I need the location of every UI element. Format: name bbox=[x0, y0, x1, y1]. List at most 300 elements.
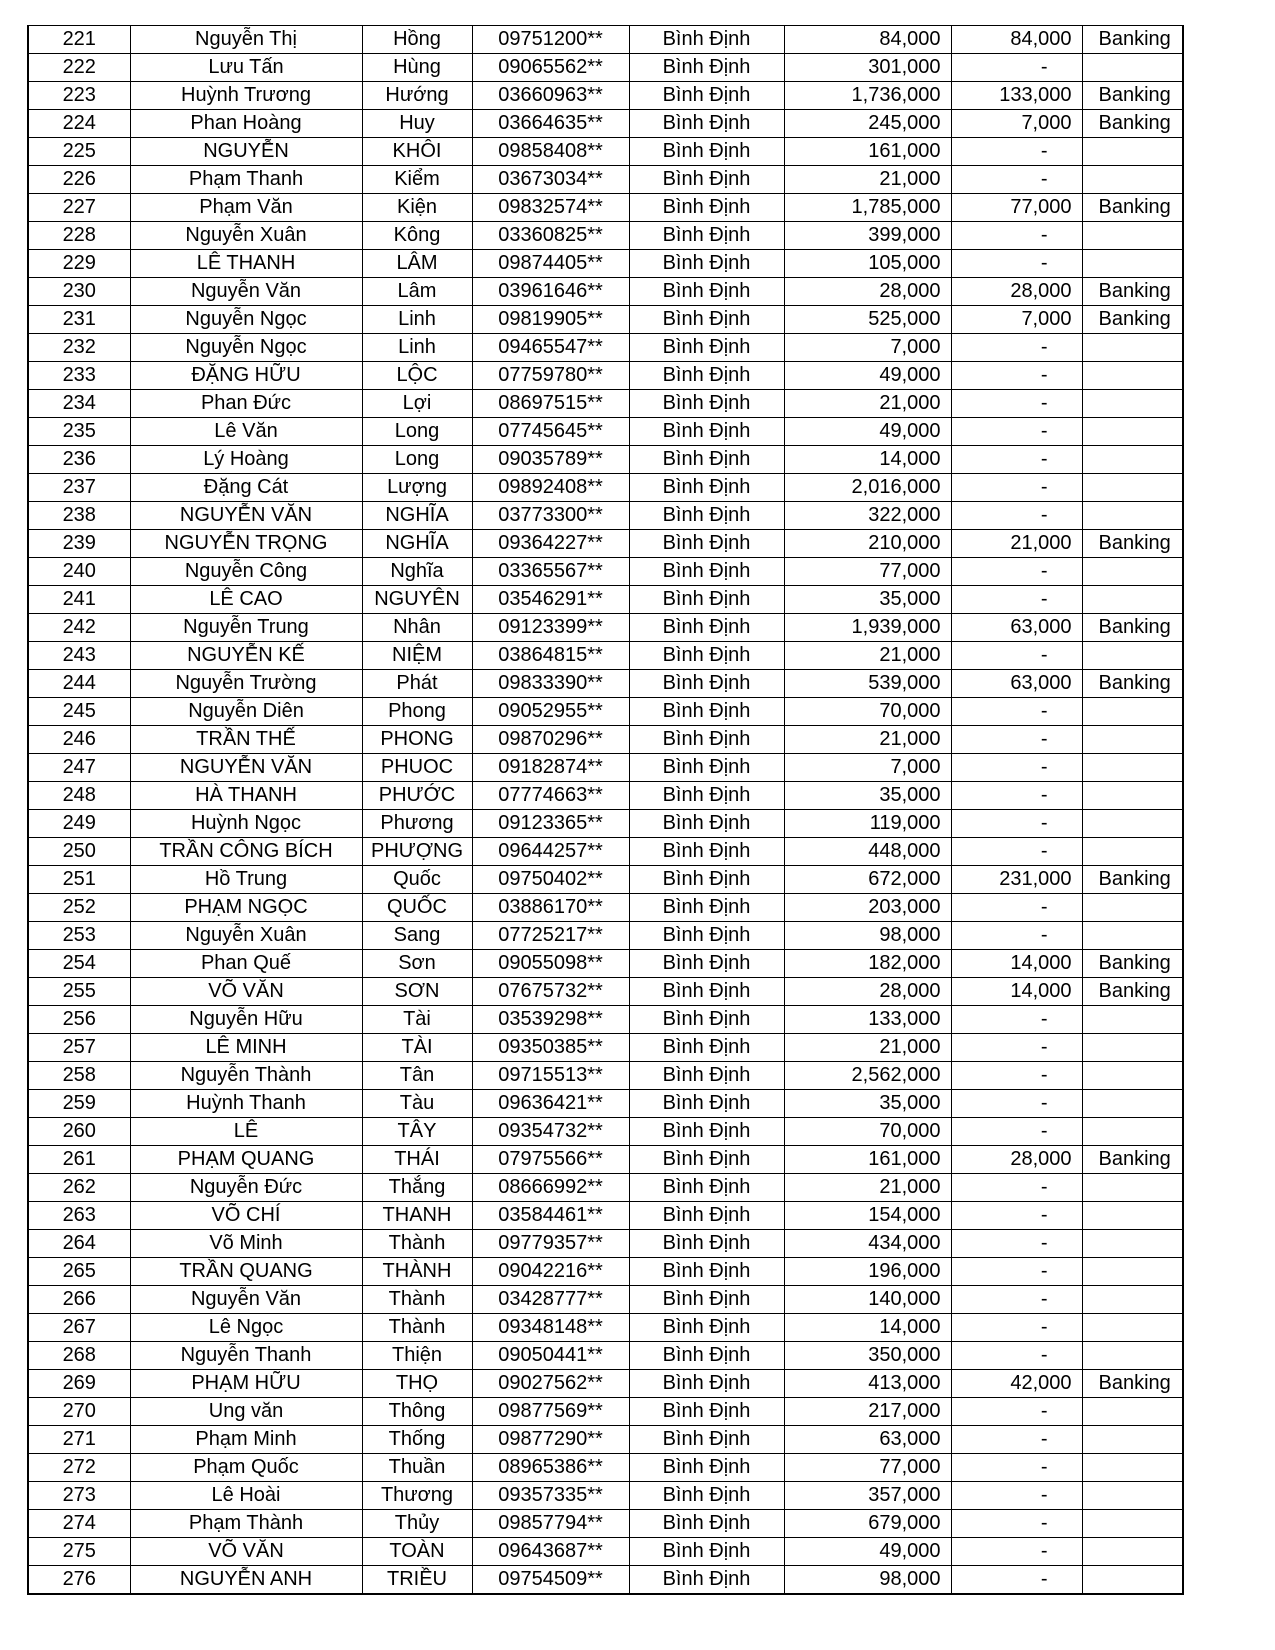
phone-number-cell: 03539298** bbox=[472, 1006, 629, 1034]
phone-number-cell: 03664635** bbox=[472, 110, 629, 138]
paid-amount-cell: - bbox=[951, 418, 1082, 446]
table-row bbox=[28, 446, 1183, 474]
phone-number-cell: 07975566** bbox=[472, 1146, 629, 1174]
row-number-cell: 244 bbox=[28, 670, 130, 698]
row-number-cell: 240 bbox=[28, 558, 130, 586]
total-amount-cell: 49,000 bbox=[784, 1538, 951, 1566]
phone-number-cell: 09750402** bbox=[472, 866, 629, 894]
row-number-cell: 236 bbox=[28, 446, 130, 474]
paid-amount-cell: - bbox=[951, 1566, 1082, 1595]
given-name-cell: Linh bbox=[362, 334, 472, 362]
given-name-cell: LỘC bbox=[362, 362, 472, 390]
first-middle-name-cell: Nguyễn Công bbox=[130, 558, 362, 586]
payment-method-cell bbox=[1082, 54, 1183, 82]
first-middle-name-cell: Phạm Quốc bbox=[130, 1454, 362, 1482]
given-name-cell: Hùng bbox=[362, 54, 472, 82]
payment-method-cell bbox=[1082, 1202, 1183, 1230]
table-row bbox=[28, 1342, 1183, 1370]
province-cell: Bình Định bbox=[629, 54, 784, 82]
given-name-cell: TÂY bbox=[362, 1118, 472, 1146]
phone-number-cell: 09354732** bbox=[472, 1118, 629, 1146]
given-name-cell: Phong bbox=[362, 698, 472, 726]
province-cell: Bình Định bbox=[629, 250, 784, 278]
first-middle-name-cell: Nguyễn Thành bbox=[130, 1062, 362, 1090]
paid-amount-cell: - bbox=[951, 222, 1082, 250]
row-number-cell: 231 bbox=[28, 306, 130, 334]
payment-method-cell bbox=[1082, 1510, 1183, 1538]
given-name-cell: Thuần bbox=[362, 1454, 472, 1482]
province-cell: Bình Định bbox=[629, 558, 784, 586]
total-amount-cell: 301,000 bbox=[784, 54, 951, 82]
total-amount-cell: 210,000 bbox=[784, 530, 951, 558]
province-cell: Bình Định bbox=[629, 1118, 784, 1146]
phone-number-cell: 09832574** bbox=[472, 194, 629, 222]
payout-table bbox=[27, 25, 1184, 1595]
given-name-cell: NGHĨA bbox=[362, 530, 472, 558]
payment-method-cell bbox=[1082, 502, 1183, 530]
row-number-cell: 247 bbox=[28, 754, 130, 782]
first-middle-name-cell: Nguyễn Xuân bbox=[130, 222, 362, 250]
row-number-cell: 253 bbox=[28, 922, 130, 950]
row-number-cell: 262 bbox=[28, 1174, 130, 1202]
phone-number-cell: 07774663** bbox=[472, 782, 629, 810]
phone-number-cell: 09350385** bbox=[472, 1034, 629, 1062]
phone-number-cell: 09643687** bbox=[472, 1538, 629, 1566]
given-name-cell: PHƯỢNG bbox=[362, 838, 472, 866]
row-number-cell: 246 bbox=[28, 726, 130, 754]
province-cell: Bình Định bbox=[629, 1426, 784, 1454]
table-row bbox=[28, 1482, 1183, 1510]
phone-number-cell: 09364227** bbox=[472, 530, 629, 558]
given-name-cell: Thống bbox=[362, 1426, 472, 1454]
row-number-cell: 265 bbox=[28, 1258, 130, 1286]
total-amount-cell: 322,000 bbox=[784, 502, 951, 530]
row-number-cell: 275 bbox=[28, 1538, 130, 1566]
phone-number-cell: 09182874** bbox=[472, 754, 629, 782]
province-cell: Bình Định bbox=[629, 810, 784, 838]
total-amount-cell: 217,000 bbox=[784, 1398, 951, 1426]
row-number-cell: 227 bbox=[28, 194, 130, 222]
payment-method-cell bbox=[1082, 894, 1183, 922]
first-middle-name-cell: Phạm Thanh bbox=[130, 166, 362, 194]
paid-amount-cell: 133,000 bbox=[951, 82, 1082, 110]
payment-method-cell bbox=[1082, 586, 1183, 614]
first-middle-name-cell: LÊ THANH bbox=[130, 250, 362, 278]
paid-amount-cell: 84,000 bbox=[951, 26, 1082, 54]
phone-number-cell: 09348148** bbox=[472, 1314, 629, 1342]
total-amount-cell: 525,000 bbox=[784, 306, 951, 334]
paid-amount-cell: - bbox=[951, 502, 1082, 530]
given-name-cell: Thành bbox=[362, 1230, 472, 1258]
first-middle-name-cell: Nguyễn Hữu bbox=[130, 1006, 362, 1034]
total-amount-cell: 28,000 bbox=[784, 978, 951, 1006]
row-number-cell: 254 bbox=[28, 950, 130, 978]
paid-amount-cell: - bbox=[951, 1006, 1082, 1034]
total-amount-cell: 1,939,000 bbox=[784, 614, 951, 642]
phone-number-cell: 07759780** bbox=[472, 362, 629, 390]
payment-method-cell bbox=[1082, 334, 1183, 362]
paid-amount-cell: - bbox=[951, 362, 1082, 390]
total-amount-cell: 49,000 bbox=[784, 362, 951, 390]
province-cell: Bình Định bbox=[629, 894, 784, 922]
province-cell: Bình Định bbox=[629, 1454, 784, 1482]
first-middle-name-cell: Nguyễn Thanh bbox=[130, 1342, 362, 1370]
total-amount-cell: 140,000 bbox=[784, 1286, 951, 1314]
phone-number-cell: 07725217** bbox=[472, 922, 629, 950]
province-cell: Bình Định bbox=[629, 1482, 784, 1510]
given-name-cell: TÀI bbox=[362, 1034, 472, 1062]
row-number-cell: 241 bbox=[28, 586, 130, 614]
row-number-cell: 256 bbox=[28, 1006, 130, 1034]
table-row bbox=[28, 110, 1183, 138]
row-number-cell: 242 bbox=[28, 614, 130, 642]
row-number-cell: 270 bbox=[28, 1398, 130, 1426]
total-amount-cell: 245,000 bbox=[784, 110, 951, 138]
phone-number-cell: 09027562** bbox=[472, 1370, 629, 1398]
paid-amount-cell: - bbox=[951, 754, 1082, 782]
province-cell: Bình Định bbox=[629, 1174, 784, 1202]
phone-number-cell: 09035789** bbox=[472, 446, 629, 474]
payment-method-cell: Banking bbox=[1082, 1146, 1183, 1174]
phone-number-cell: 08666992** bbox=[472, 1174, 629, 1202]
first-middle-name-cell: Lê Hoài bbox=[130, 1482, 362, 1510]
province-cell: Bình Định bbox=[629, 306, 784, 334]
first-middle-name-cell: PHẠM HỮU bbox=[130, 1370, 362, 1398]
phone-number-cell: 09779357** bbox=[472, 1230, 629, 1258]
first-middle-name-cell: Phạm Minh bbox=[130, 1426, 362, 1454]
province-cell: Bình Định bbox=[629, 1258, 784, 1286]
given-name-cell: TRIỀU bbox=[362, 1566, 472, 1595]
given-name-cell: KHÔI bbox=[362, 138, 472, 166]
province-cell: Bình Định bbox=[629, 838, 784, 866]
first-middle-name-cell: NGUYỄN KẾ bbox=[130, 642, 362, 670]
paid-amount-cell: 7,000 bbox=[951, 306, 1082, 334]
given-name-cell: Thành bbox=[362, 1314, 472, 1342]
phone-number-cell: 03673034** bbox=[472, 166, 629, 194]
row-number-cell: 261 bbox=[28, 1146, 130, 1174]
row-number-cell: 264 bbox=[28, 1230, 130, 1258]
total-amount-cell: 105,000 bbox=[784, 250, 951, 278]
payment-method-cell bbox=[1082, 1482, 1183, 1510]
first-middle-name-cell: Phạm Thành bbox=[130, 1510, 362, 1538]
first-middle-name-cell: NGUYỄN VĂN bbox=[130, 502, 362, 530]
total-amount-cell: 21,000 bbox=[784, 390, 951, 418]
province-cell: Bình Định bbox=[629, 166, 784, 194]
province-cell: Bình Định bbox=[629, 698, 784, 726]
province-cell: Bình Định bbox=[629, 1062, 784, 1090]
table-row bbox=[28, 1062, 1183, 1090]
first-middle-name-cell: NGUYỄN VĂN bbox=[130, 754, 362, 782]
province-cell: Bình Định bbox=[629, 222, 784, 250]
table-body bbox=[28, 26, 1183, 1595]
table-row bbox=[28, 194, 1183, 222]
total-amount-cell: 182,000 bbox=[784, 950, 951, 978]
given-name-cell: Lâm bbox=[362, 278, 472, 306]
phone-number-cell: 09833390** bbox=[472, 670, 629, 698]
row-number-cell: 229 bbox=[28, 250, 130, 278]
row-number-cell: 243 bbox=[28, 642, 130, 670]
total-amount-cell: 448,000 bbox=[784, 838, 951, 866]
paid-amount-cell: - bbox=[951, 1230, 1082, 1258]
row-number-cell: 230 bbox=[28, 278, 130, 306]
total-amount-cell: 133,000 bbox=[784, 1006, 951, 1034]
table-row bbox=[28, 1510, 1183, 1538]
given-name-cell: Phát bbox=[362, 670, 472, 698]
given-name-cell: Lượng bbox=[362, 474, 472, 502]
table-row bbox=[28, 250, 1183, 278]
given-name-cell: Thiện bbox=[362, 1342, 472, 1370]
first-middle-name-cell: Phan Đức bbox=[130, 390, 362, 418]
first-middle-name-cell: Nguyễn Ngọc bbox=[130, 334, 362, 362]
paid-amount-cell: - bbox=[951, 894, 1082, 922]
given-name-cell: Thông bbox=[362, 1398, 472, 1426]
table-row bbox=[28, 642, 1183, 670]
total-amount-cell: 70,000 bbox=[784, 1118, 951, 1146]
given-name-cell: Kiểm bbox=[362, 166, 472, 194]
row-number-cell: 266 bbox=[28, 1286, 130, 1314]
province-cell: Bình Định bbox=[629, 1202, 784, 1230]
table-row bbox=[28, 1118, 1183, 1146]
paid-amount-cell: - bbox=[951, 446, 1082, 474]
first-middle-name-cell: VÕ VĂN bbox=[130, 978, 362, 1006]
province-cell: Bình Định bbox=[629, 1034, 784, 1062]
payment-method-cell: Banking bbox=[1082, 278, 1183, 306]
table-row bbox=[28, 1398, 1183, 1426]
payment-method-cell bbox=[1082, 1062, 1183, 1090]
table-row bbox=[28, 474, 1183, 502]
row-number-cell: 245 bbox=[28, 698, 130, 726]
payment-method-cell bbox=[1082, 558, 1183, 586]
given-name-cell: QUỐC bbox=[362, 894, 472, 922]
row-number-cell: 258 bbox=[28, 1062, 130, 1090]
payment-method-cell bbox=[1082, 390, 1183, 418]
payment-method-cell bbox=[1082, 1118, 1183, 1146]
first-middle-name-cell: Lý Hoàng bbox=[130, 446, 362, 474]
total-amount-cell: 70,000 bbox=[784, 698, 951, 726]
given-name-cell: TOÀN bbox=[362, 1538, 472, 1566]
total-amount-cell: 2,562,000 bbox=[784, 1062, 951, 1090]
province-cell: Bình Định bbox=[629, 754, 784, 782]
payment-method-cell bbox=[1082, 1566, 1183, 1595]
given-name-cell: LÂM bbox=[362, 250, 472, 278]
phone-number-cell: 09870296** bbox=[472, 726, 629, 754]
total-amount-cell: 672,000 bbox=[784, 866, 951, 894]
paid-amount-cell: - bbox=[951, 586, 1082, 614]
phone-number-cell: 09050441** bbox=[472, 1342, 629, 1370]
phone-number-cell: 03360825** bbox=[472, 222, 629, 250]
total-amount-cell: 1,736,000 bbox=[784, 82, 951, 110]
row-number-cell: 223 bbox=[28, 82, 130, 110]
province-cell: Bình Định bbox=[629, 418, 784, 446]
payment-method-cell: Banking bbox=[1082, 950, 1183, 978]
row-number-cell: 257 bbox=[28, 1034, 130, 1062]
total-amount-cell: 161,000 bbox=[784, 138, 951, 166]
payment-method-cell bbox=[1082, 250, 1183, 278]
first-middle-name-cell: Nguyễn Văn bbox=[130, 278, 362, 306]
province-cell: Bình Định bbox=[629, 978, 784, 1006]
province-cell: Bình Định bbox=[629, 1510, 784, 1538]
province-cell: Bình Định bbox=[629, 1370, 784, 1398]
table-row bbox=[28, 1454, 1183, 1482]
first-middle-name-cell: Ung văn bbox=[130, 1398, 362, 1426]
given-name-cell: Long bbox=[362, 418, 472, 446]
province-cell: Bình Định bbox=[629, 138, 784, 166]
phone-number-cell: 03660963** bbox=[472, 82, 629, 110]
total-amount-cell: 49,000 bbox=[784, 418, 951, 446]
payment-method-cell bbox=[1082, 474, 1183, 502]
total-amount-cell: 84,000 bbox=[784, 26, 951, 54]
given-name-cell: Sang bbox=[362, 922, 472, 950]
first-middle-name-cell: Lưu Tấn bbox=[130, 54, 362, 82]
province-cell: Bình Định bbox=[629, 782, 784, 810]
province-cell: Bình Định bbox=[629, 950, 784, 978]
first-middle-name-cell: Huỳnh Ngọc bbox=[130, 810, 362, 838]
payment-method-cell bbox=[1082, 922, 1183, 950]
phone-number-cell: 03773300** bbox=[472, 502, 629, 530]
table-row bbox=[28, 530, 1183, 558]
row-number-cell: 248 bbox=[28, 782, 130, 810]
payment-method-cell bbox=[1082, 1398, 1183, 1426]
paid-amount-cell: - bbox=[951, 1482, 1082, 1510]
phone-number-cell: 09877290** bbox=[472, 1426, 629, 1454]
given-name-cell: THANH bbox=[362, 1202, 472, 1230]
province-cell: Bình Định bbox=[629, 82, 784, 110]
paid-amount-cell: - bbox=[951, 558, 1082, 586]
first-middle-name-cell: Nguyễn Xuân bbox=[130, 922, 362, 950]
table-row bbox=[28, 1426, 1183, 1454]
table-row bbox=[28, 1538, 1183, 1566]
payment-method-cell: Banking bbox=[1082, 614, 1183, 642]
table-row bbox=[28, 1230, 1183, 1258]
row-number-cell: 239 bbox=[28, 530, 130, 558]
total-amount-cell: 14,000 bbox=[784, 446, 951, 474]
phone-number-cell: 07745645** bbox=[472, 418, 629, 446]
total-amount-cell: 21,000 bbox=[784, 166, 951, 194]
total-amount-cell: 14,000 bbox=[784, 1314, 951, 1342]
given-name-cell: Linh bbox=[362, 306, 472, 334]
table-row bbox=[28, 166, 1183, 194]
table-row bbox=[28, 362, 1183, 390]
phone-number-cell: 09123365** bbox=[472, 810, 629, 838]
payment-method-cell: Banking bbox=[1082, 866, 1183, 894]
first-middle-name-cell: TRẦN CÔNG BÍCH bbox=[130, 838, 362, 866]
first-middle-name-cell: VÕ VĂN bbox=[130, 1538, 362, 1566]
row-number-cell: 252 bbox=[28, 894, 130, 922]
province-cell: Bình Định bbox=[629, 922, 784, 950]
first-middle-name-cell: NGUYỄN bbox=[130, 138, 362, 166]
payment-method-cell bbox=[1082, 418, 1183, 446]
payment-method-cell bbox=[1082, 726, 1183, 754]
total-amount-cell: 98,000 bbox=[784, 922, 951, 950]
total-amount-cell: 35,000 bbox=[784, 1090, 951, 1118]
total-amount-cell: 21,000 bbox=[784, 1034, 951, 1062]
total-amount-cell: 357,000 bbox=[784, 1482, 951, 1510]
given-name-cell: Thành bbox=[362, 1286, 472, 1314]
paid-amount-cell: - bbox=[951, 1538, 1082, 1566]
total-amount-cell: 161,000 bbox=[784, 1146, 951, 1174]
table-row bbox=[28, 894, 1183, 922]
table-row bbox=[28, 1258, 1183, 1286]
row-number-cell: 232 bbox=[28, 334, 130, 362]
payment-method-cell bbox=[1082, 642, 1183, 670]
first-middle-name-cell: PHẠM QUANG bbox=[130, 1146, 362, 1174]
paid-amount-cell: 7,000 bbox=[951, 110, 1082, 138]
payment-method-cell: Banking bbox=[1082, 530, 1183, 558]
table-row bbox=[28, 558, 1183, 586]
table-row bbox=[28, 390, 1183, 418]
province-cell: Bình Định bbox=[629, 334, 784, 362]
first-middle-name-cell: Huỳnh Trương bbox=[130, 82, 362, 110]
paid-amount-cell: - bbox=[951, 1258, 1082, 1286]
table-row bbox=[28, 138, 1183, 166]
phone-number-cell: 09751200** bbox=[472, 26, 629, 54]
payment-method-cell bbox=[1082, 1006, 1183, 1034]
province-cell: Bình Định bbox=[629, 1090, 784, 1118]
paid-amount-cell: - bbox=[951, 1034, 1082, 1062]
table-row bbox=[28, 726, 1183, 754]
first-middle-name-cell: Phan Hoàng bbox=[130, 110, 362, 138]
phone-number-cell: 03886170** bbox=[472, 894, 629, 922]
first-middle-name-cell: Nguyễn Trung bbox=[130, 614, 362, 642]
row-number-cell: 225 bbox=[28, 138, 130, 166]
total-amount-cell: 154,000 bbox=[784, 1202, 951, 1230]
payment-method-cell: Banking bbox=[1082, 1370, 1183, 1398]
row-number-cell: 234 bbox=[28, 390, 130, 418]
given-name-cell: Lợi bbox=[362, 390, 472, 418]
paid-amount-cell: - bbox=[951, 1062, 1082, 1090]
given-name-cell: Sơn bbox=[362, 950, 472, 978]
phone-number-cell: 09123399** bbox=[472, 614, 629, 642]
given-name-cell: Thủy bbox=[362, 1510, 472, 1538]
first-middle-name-cell: Nguyễn Ngọc bbox=[130, 306, 362, 334]
given-name-cell: NGHĨA bbox=[362, 502, 472, 530]
paid-amount-cell: - bbox=[951, 1510, 1082, 1538]
paid-amount-cell: 231,000 bbox=[951, 866, 1082, 894]
table-row bbox=[28, 1034, 1183, 1062]
payment-method-cell bbox=[1082, 838, 1183, 866]
payment-method-cell: Banking bbox=[1082, 670, 1183, 698]
given-name-cell: Huy bbox=[362, 110, 472, 138]
phone-number-cell: 09052955** bbox=[472, 698, 629, 726]
province-cell: Bình Định bbox=[629, 1538, 784, 1566]
given-name-cell: Tân bbox=[362, 1062, 472, 1090]
paid-amount-cell: 42,000 bbox=[951, 1370, 1082, 1398]
phone-number-cell: 03961646** bbox=[472, 278, 629, 306]
first-middle-name-cell: Nguyễn Diên bbox=[130, 698, 362, 726]
total-amount-cell: 77,000 bbox=[784, 558, 951, 586]
first-middle-name-cell: NGUYỄN ANH bbox=[130, 1566, 362, 1595]
total-amount-cell: 399,000 bbox=[784, 222, 951, 250]
province-cell: Bình Định bbox=[629, 614, 784, 642]
given-name-cell: Tàu bbox=[362, 1090, 472, 1118]
given-name-cell: NIỆM bbox=[362, 642, 472, 670]
province-cell: Bình Định bbox=[629, 1342, 784, 1370]
payment-method-cell bbox=[1082, 1314, 1183, 1342]
first-middle-name-cell: Võ Minh bbox=[130, 1230, 362, 1258]
province-cell: Bình Định bbox=[629, 362, 784, 390]
phone-number-cell: 09065562** bbox=[472, 54, 629, 82]
total-amount-cell: 350,000 bbox=[784, 1342, 951, 1370]
province-cell: Bình Định bbox=[629, 1146, 784, 1174]
given-name-cell: Quốc bbox=[362, 866, 472, 894]
phone-number-cell: 09754509** bbox=[472, 1566, 629, 1595]
row-number-cell: 272 bbox=[28, 1454, 130, 1482]
given-name-cell: THÁI bbox=[362, 1146, 472, 1174]
province-cell: Bình Định bbox=[629, 110, 784, 138]
paid-amount-cell: - bbox=[951, 1090, 1082, 1118]
paid-amount-cell: - bbox=[951, 1202, 1082, 1230]
paid-amount-cell: 14,000 bbox=[951, 950, 1082, 978]
